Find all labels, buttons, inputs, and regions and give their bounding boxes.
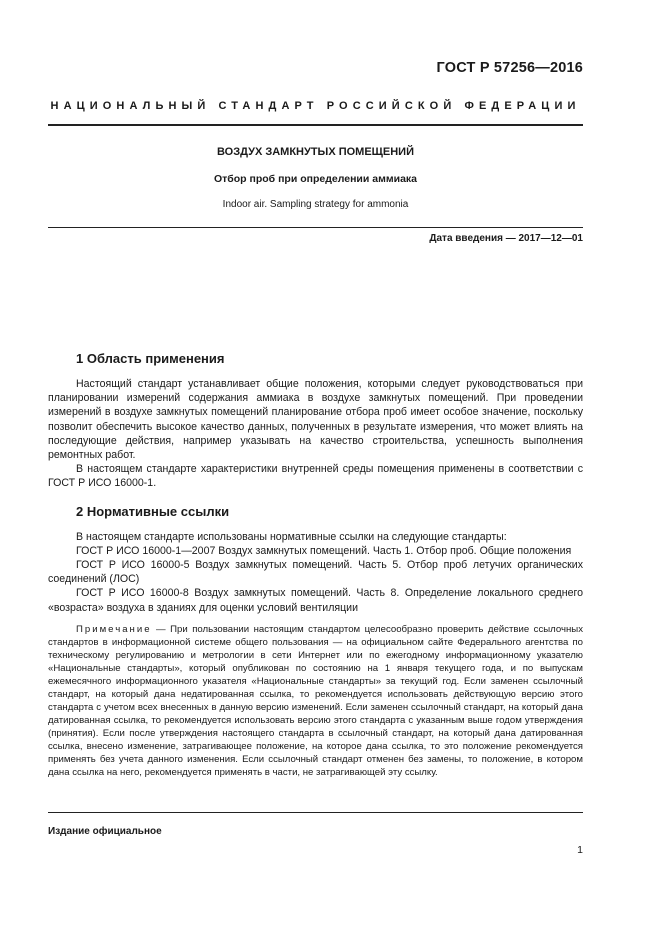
document-title: ВОЗДУХ ЗАМКНУТЫХ ПОМЕЩЕНИЙ — [217, 146, 414, 158]
note-text: — При пользовании настоящим стандартом целесообразно проверить действие ссылочных стандартов в информационной системе общего пользования — на официальном сайте Федерального агентства по техническому регулированию и метрологии в сети Интернет или по ежегодному информационному указателю «Национальные стандарты», который опубликован по состоянию на 1 января текущего года, и по выпускам ежемесячного информационного указателя «Национальные стандарты» за текущий год. Если заменен ссылочный стандарт, на который дана недатированная ссылка, то рекомендуется использовать действующую версию этого стандарта с учетом всех внесенных в данную версию изменений. Если заменен ссылочный стандарт, на который дана датированная ссылка, то рекомендуется использовать версию этого стандарта с указанным выше годом утверждения (принятия). Если после утверждения настоящего стандарта в ссылочный стандарт, на который дана датированная ссылка, внесено изменение, затрагивающее положение, на которое дана ссылка, то это положение рекомендуется применять без учета данного изменения. Если ссылочный стандарт отменен без замены, то положение, в котором дана ссылка на него, рекомендуется применять в части, не затрагивающей эту ссылку. — [48, 623, 583, 778]
title-rule — [48, 227, 583, 228]
references-intro: В настоящем стандарте использованы нормативные ссылки на следующие стандарты: — [76, 530, 507, 543]
header-rule — [48, 124, 583, 126]
main-content — [48, 351, 583, 779]
note-paragraph — [48, 623, 583, 779]
english-title: Indoor air. Sampling strategy for ammonia — [222, 199, 409, 210]
effective-date: Дата введения — 2017—12—01 — [429, 233, 583, 244]
page-number: 1 — [577, 844, 583, 856]
reference-item: ГОСТ Р ИСО 16000-5 Воздух замкнутых помещений. Часть 5. Отбор проб летучих органических соединений (ЛОС) — [48, 559, 583, 586]
scope-paragraph: Настоящий стандарт устанавливает общие положения, которыми следует руководствоваться при планировании измерений содержания аммиака в воздухе замкнутых помещений. При проведении измерений в воздухе замкнутых помещений планирование отбора проб имеет особое значение, поскольку позволит обеспечить высокое качество данных, полученных в результате измерения, что может влиять на последующие действия, например указывать на качество строительства, успешность выполнения ремонтных работ. — [48, 378, 583, 462]
official-edition-label: Издание официальное — [48, 826, 162, 837]
standard-header: НАЦИОНАЛЬНЫЙ СТАНДАРТ РОССИЙСКОЙ ФЕДЕРАЦИИ — [50, 100, 581, 112]
reference-item: ГОСТ Р ИСО 16000-1—2007 Воздух замкнутых помещений. Часть 1. Отбор проб. Общие положения — [76, 544, 572, 557]
footer-rule — [48, 812, 583, 813]
note-label: Примечание — [76, 623, 152, 635]
document-subtitle: Отбор проб при определении аммиака — [213, 173, 418, 185]
scope-paragraph: В настоящем стандарте характеристики внутренней среды помещения применены в соответствии с ГОСТ Р ИСО 16000-1. — [48, 463, 583, 490]
reference-item: ГОСТ Р ИСО 16000-8 Воздух замкнутых помещений. Часть 8. Определение локального среднего «возраста» воздуха в зданиях для оценки условий вентиляции — [48, 587, 583, 614]
document-code: ГОСТ Р 57256—2016 — [436, 60, 583, 76]
section-heading-references: 2 Нормативные ссылки — [76, 503, 230, 519]
section-heading-scope: 1 Область применения — [76, 351, 225, 366]
